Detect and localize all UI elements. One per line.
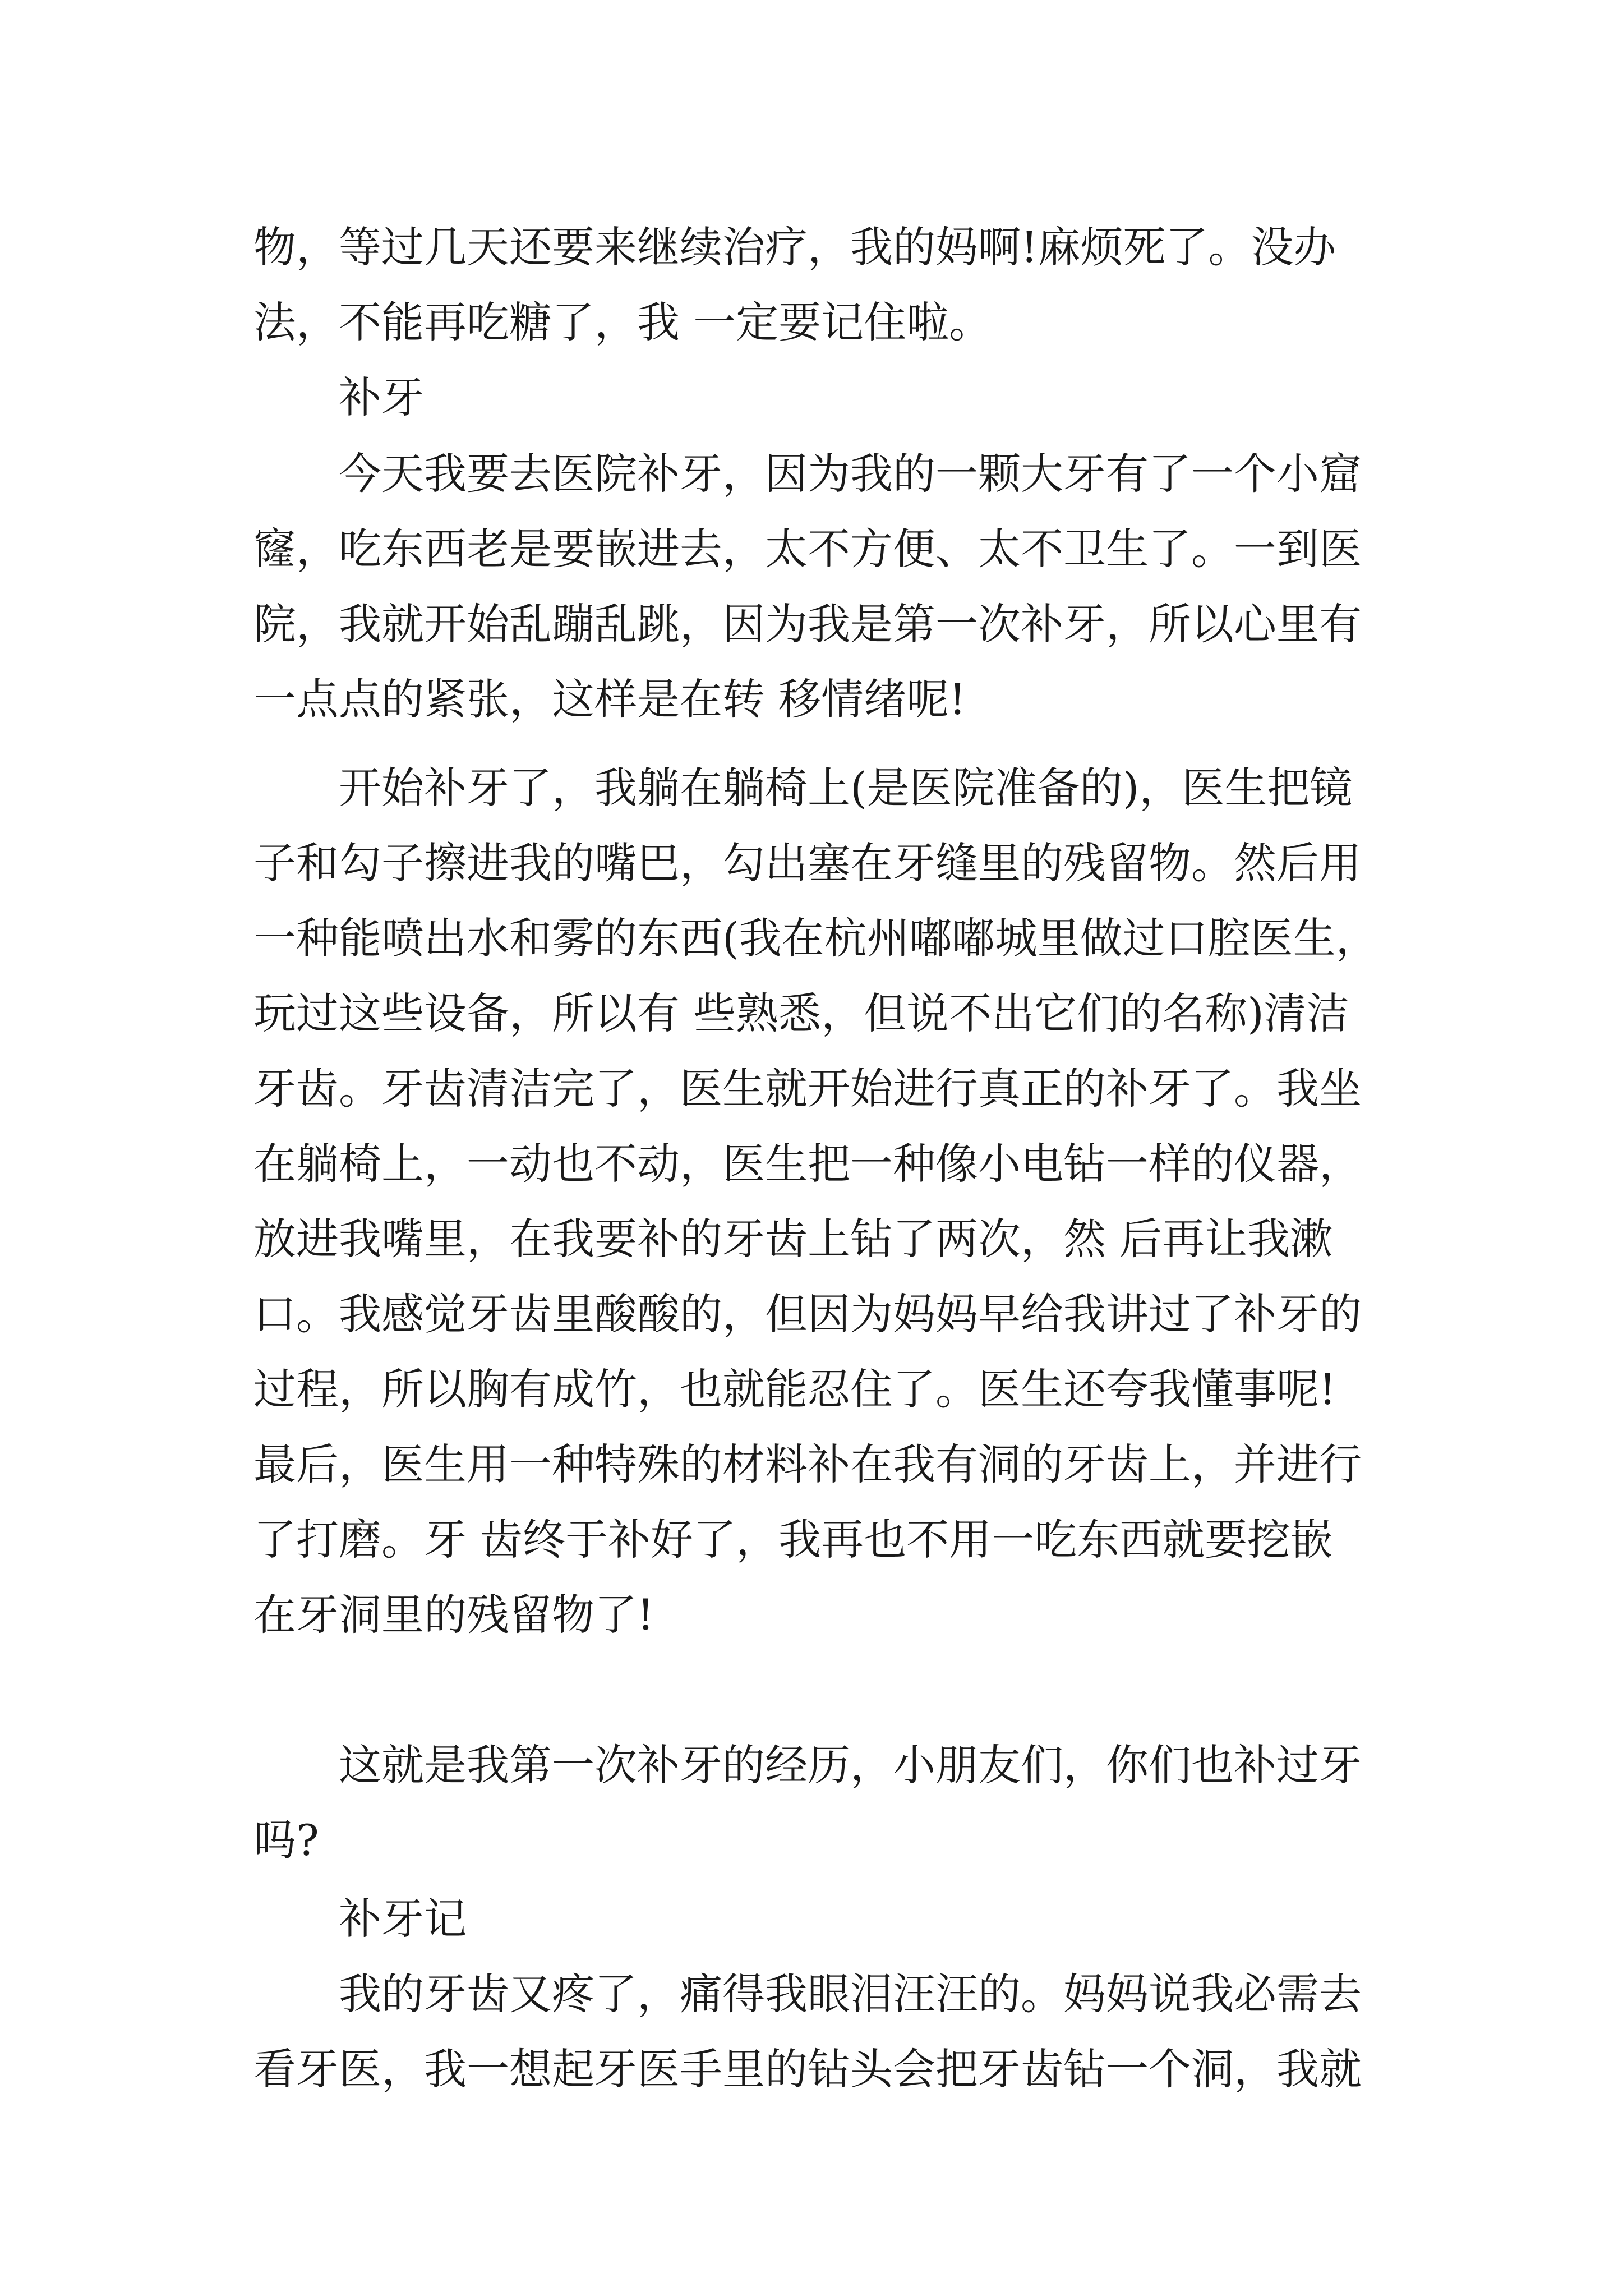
paragraph-4-line: 吗?: [253, 1815, 319, 1865]
paragraph-3-line: 在躺椅上，一动也不动，医生把一种像小电钻一样的仪器，: [253, 1139, 1362, 1189]
paragraph-1-line: 物，等过几天还要来继续治疗，我的妈啊!麻烦死了。没办: [253, 222, 1336, 272]
section-heading-bu-ya: 补牙: [339, 372, 424, 422]
paragraph-3-line: 最后，医生用一种特殊的材料补在我有洞的牙齿上，并进行: [253, 1439, 1362, 1489]
paragraph-4-line: 这就是我第一次补牙的经历，小朋友们，你们也补过牙: [339, 1740, 1362, 1790]
paragraph-1-line: 法，不能再吃糖了，我 一定要记住啦。: [253, 297, 992, 347]
paragraph-5-line: 看牙医，我一想起牙医手里的钻头会把牙齿钻一个洞，我就: [253, 2044, 1362, 2094]
paragraph-3-line: 牙齿。牙齿清洁完了，医生就开始进行真正的补牙了。我坐: [253, 1064, 1362, 1114]
paragraph-3-line: 一种能喷出水和雾的东西(我在杭州嘟嘟城里做过口腔医生，: [253, 913, 1378, 963]
paragraph-2-line: 院，我就开始乱蹦乱跳，因为我是第一次补牙，所以心里有: [253, 599, 1362, 649]
paragraph-3-line: 放进我嘴里，在我要补的牙齿上钻了两次，然 后再让我漱: [253, 1214, 1333, 1264]
paragraph-3-line: 玩过这些设备，所以有 些熟悉，但说不出它们的名称)清洁: [253, 988, 1349, 1038]
paragraph-3-line: 在牙洞里的残留物了!: [253, 1590, 654, 1640]
paragraph-3-line: 过程，所以胸有成竹，也就能忍住了。医生还夸我懂事呢!: [253, 1364, 1336, 1414]
paragraph-2-line: 窿，吃东西老是要嵌进去，太不方便、太不卫生了。一到医: [253, 524, 1362, 574]
paragraph-3-line: 子和勾子擦进我的嘴巴，勾出塞在牙缝里的残留物。然后用: [253, 838, 1362, 888]
section-heading-bu-ya-ji: 补牙记: [339, 1894, 467, 1944]
paragraph-2-line: 一点点的紧张，这样是在转 移情绪呢!: [253, 674, 966, 724]
paragraph-2-line: 今天我要去医院补牙，因为我的一颗大牙有了一个小窟: [339, 449, 1362, 499]
paragraph-3-line: 口。我感觉牙齿里酸酸的，但因为妈妈早给我讲过了补牙的: [253, 1289, 1362, 1339]
paragraph-3-line: 了打磨。牙 齿终于补好了，我再也不用一吃东西就要挖嵌: [253, 1515, 1333, 1565]
paragraph-5-line: 我的牙齿又疼了，痛得我眼泪汪汪的。妈妈说我必需去: [339, 1969, 1362, 2019]
paragraph-3-line: 开始补牙了，我躺在躺椅上(是医院准备的)，医生把镜: [339, 763, 1353, 813]
